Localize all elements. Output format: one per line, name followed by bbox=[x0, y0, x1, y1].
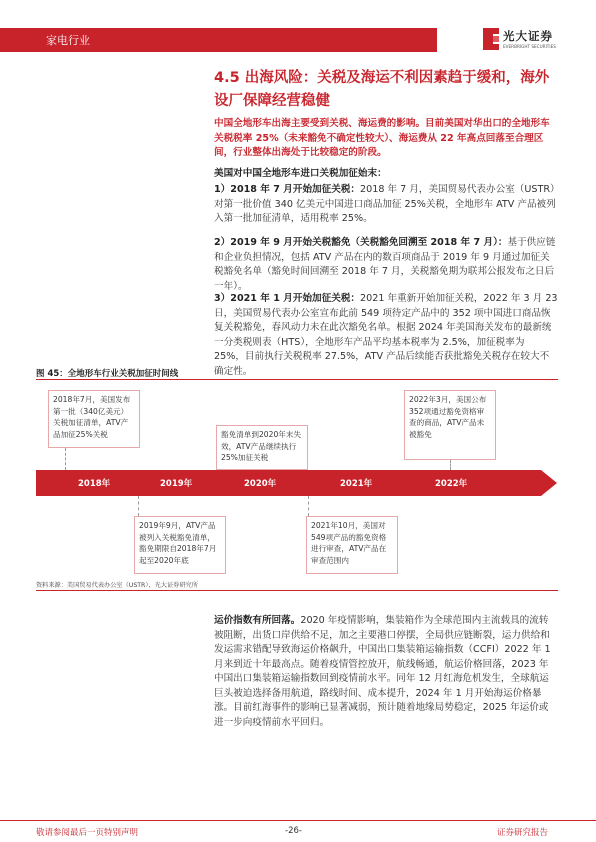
point-3 bbox=[214, 292, 558, 379]
figure-bottom-rule bbox=[36, 590, 558, 591]
point-3-text: 2021 年重新开始加征关税，2022 年 3 月 23 日，美国贸易代表办公室宣布此前 549 项待定产品中的 352 项中国进口商品恢复关税豁免，春风动力未在此次豁免名单。根据 2024 年美国海关发布的最新统一分类税则表（HTS），全地形车产品平均基本税率为 2.5%，加征税率为 25%，目前执行关税税率 27.5%，ATV 产品后续能否获批豁免关税存在较大不确定性。 bbox=[214, 293, 558, 377]
timeline-event-2021: 2021年10月，美国对549项产品的豁免资格进行审查，ATV产品在审查范围内 bbox=[306, 516, 398, 574]
timeline-arrow bbox=[36, 470, 558, 496]
connector-2019 bbox=[138, 496, 139, 516]
timeline-event-2019: 2019年9月，ATV产品被列入关税豁免清单，豁免期限自2018年7月起至2020年底 bbox=[134, 516, 226, 574]
timeline-year-2020: 2020年 bbox=[244, 479, 277, 489]
timeline-event-2020: 豁免清单到2020年末失效，ATV产品继续执行25%加征关税 bbox=[216, 425, 308, 470]
point-1-head: 1）2018 年 7 月开始加征关税： bbox=[214, 184, 361, 195]
sub-heading: 美国对中国全地形车进口关税加征始末： bbox=[214, 168, 387, 179]
footer-report-label: 证券研究报告 bbox=[497, 828, 549, 838]
point-2-text: 基于供应链和企业负担情况，包括 ATV 产品在内的数百项商品于 2019 年 9 月通过加征关税豁免名单（豁免时间回溯至 2018 年 7 月，关税豁免期为联邦公报发布之日后一年）。 bbox=[214, 237, 556, 292]
shipping-paragraph bbox=[214, 614, 558, 730]
section-title: 4.5 出海风险：关税及海运不利因素趋于缓和，海外设厂保障经营稳健 bbox=[214, 70, 550, 109]
footer-disclaimer: 敬请参阅最后一页特别声明 bbox=[36, 828, 139, 838]
point-2 bbox=[214, 236, 558, 294]
section-label: 家电行业 bbox=[46, 34, 90, 47]
timeline-year-2021: 2021年 bbox=[340, 479, 373, 489]
figure-source: 资料来源：美国贸易代表办公室（USTR），光大证券研究所 bbox=[36, 582, 198, 589]
connector-2021 bbox=[308, 496, 309, 516]
point-3-head: 3）2021 年 1 月开始加征关税： bbox=[214, 293, 361, 304]
point-1-text: 2018 年 7 月，美国贸易代表办公室（USTR）对第一批价值 340 亿美元中国进口商品加征 25%关税，全地形车 ATV 产品被列入第一批加征清单，适用税率 25%。 bbox=[214, 184, 556, 224]
point-1 bbox=[214, 183, 558, 227]
logo-mark-icon bbox=[483, 28, 499, 50]
shipping-head: 运价指数有所回落。 bbox=[214, 615, 301, 626]
figure-top-rule bbox=[36, 379, 558, 380]
timeline-year-2019: 2019年 bbox=[160, 479, 193, 489]
page-number: -26- bbox=[285, 826, 302, 836]
timeline-year-2018: 2018年 bbox=[78, 479, 111, 489]
timeline-event-2018: 2018年7月，美国发布第一批（340亿美元）关税加征清单，ATV产品加征25%关税 bbox=[48, 390, 140, 448]
footer-rule bbox=[0, 820, 596, 821]
section-header-bar bbox=[0, 28, 437, 52]
logo-name: 光大证券 bbox=[503, 29, 553, 43]
shipping-text: 2020 年疫情影响，集装箱作为全球范围内主流载具的流转被阻断，出货口岸供给不足，加之主要港口停摆，全局供应链断裂，运力供给和发运需求错配导致海运价格飙升，中国出口集装箱运输指数（CCFI）2022 年 1 月来到近十年最高点。随着疫情管控放开，航线畅通，航运价格回落，2023 年中国出口集装箱运输指数回到疫情前水平。同年 12 月红海危机发生，全球航运巨头被迫选择备用航道，路线时间、成本提升，2024 年 1 月开始海运价格暴涨。目前红海事件的影响已显著减弱，预计随着地缘局势稳定，2025 年运价或进一步向疫情前水平回归。 bbox=[214, 615, 551, 728]
connector-2018 bbox=[65, 448, 66, 470]
timeline-year-2022: 2022年 bbox=[435, 479, 468, 489]
lead-paragraph: 中国全地形车出海主要受到关税、海运费的影响。目前美国对华出口的全地形车关税税率 25%（未来豁免不确定性较大）、海运费从 22 年高点回落至合理区间，行业整体出海处于比较稳定的阶段。 bbox=[214, 118, 550, 158]
company-logo bbox=[483, 26, 563, 56]
point-2-head: 2）2019 年 9 月开始关税豁免（关税豁免回溯至 2018 年 7 月）： bbox=[214, 237, 508, 248]
logo-subtitle: EVERBRIGHT SECURITIES bbox=[503, 44, 556, 49]
figure-title: 图 45：全地形车行业关税加征时间线 bbox=[36, 369, 179, 379]
timeline-event-2022: 2022年3月，美国公布352项通过豁免资格审查的商品，ATV产品未被豁免 bbox=[404, 390, 496, 460]
connector-2022 bbox=[450, 460, 451, 470]
